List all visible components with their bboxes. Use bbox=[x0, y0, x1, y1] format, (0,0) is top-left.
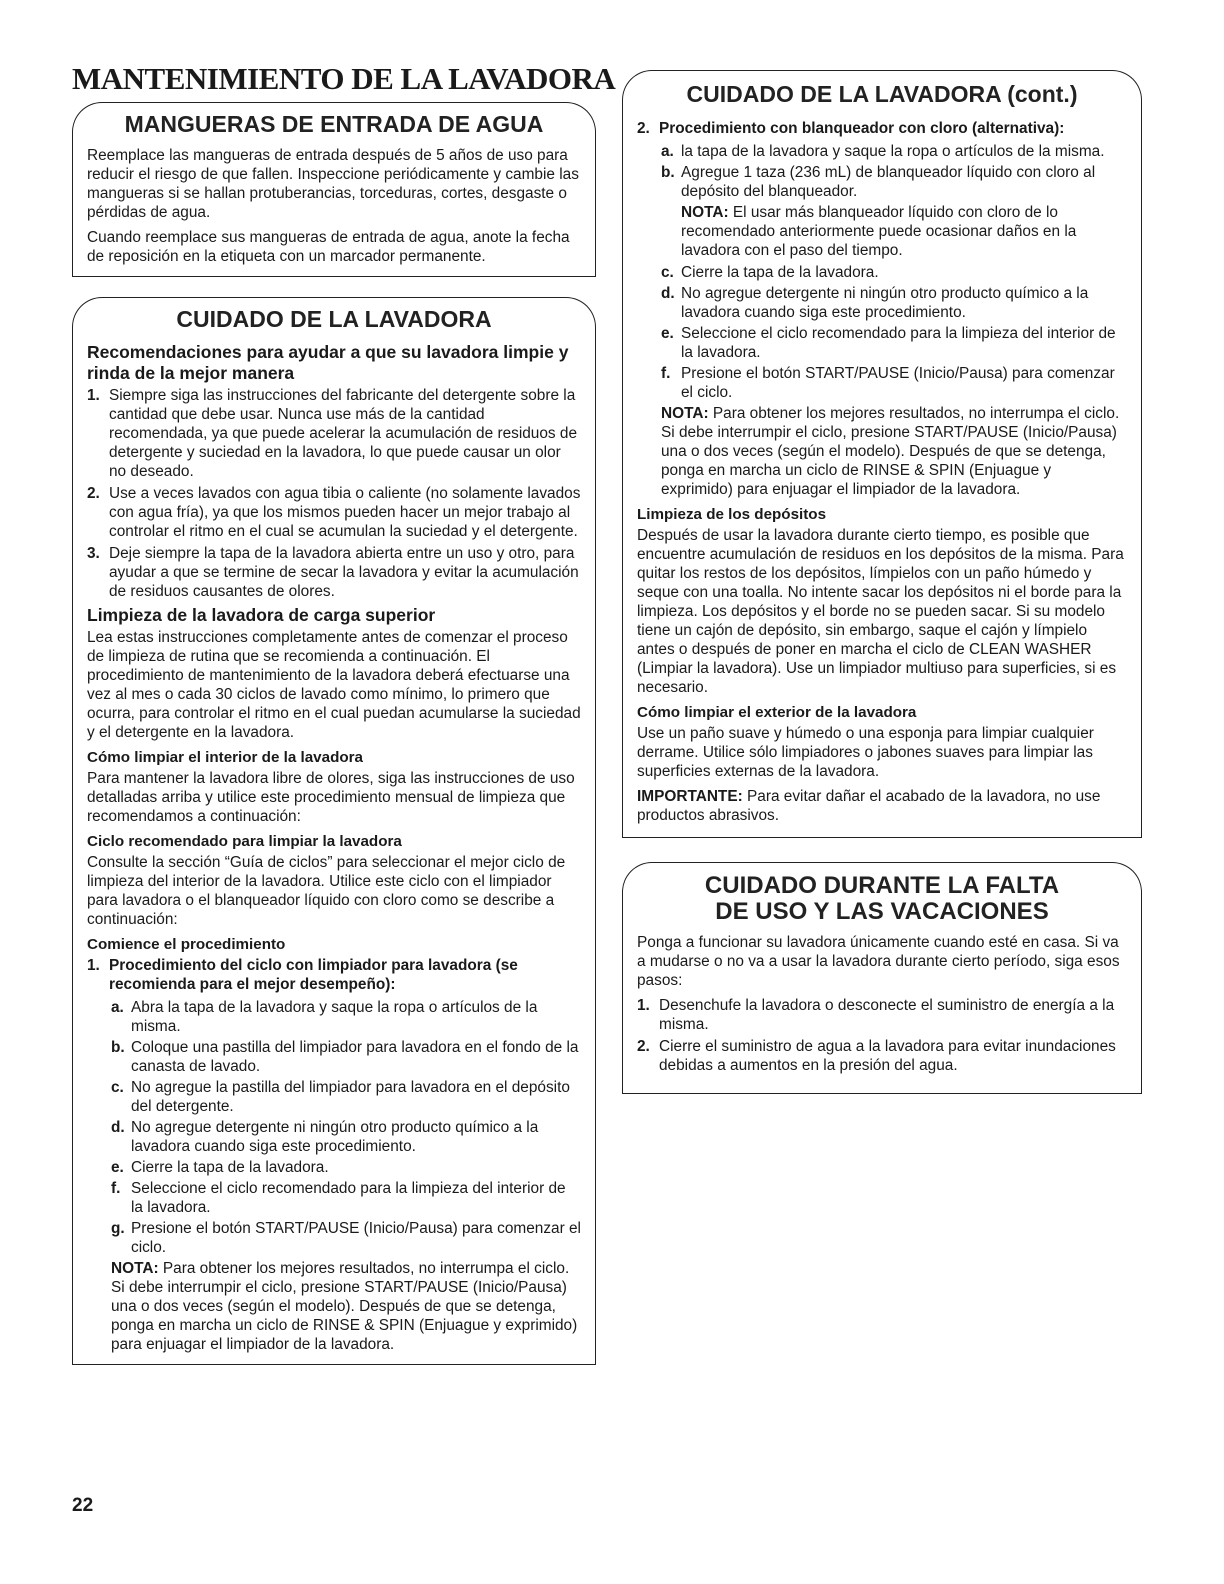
dispensers-heading: Limpieza de los depósitos bbox=[637, 506, 827, 524]
list-item: d. No agregue detergente ni ningún otro producto químico a la lavadora cuando siga este procedimiento. bbox=[111, 1118, 539, 1155]
vacation-intro: Ponga a funcionar su lavadora únicamente cuando esté en casa. Si va a mudarse o no va a usar la lavadora durante cierto período, siga esos pasos: bbox=[637, 934, 1120, 990]
vacation-section-title bbox=[622, 862, 1142, 929]
hoses-paragraph-1: Reemplace las mangueras de entrada después de 5 años de uso para reducir el riesgo de que fallen. Inspeccione periódicamente y cambie las mangueras si se hallan protuberancias, torceduras, cortes, desgaste o pérdidas de agua. bbox=[87, 146, 579, 221]
list-item: a. Abra la tapa de la lavadora y saque la ropa o artículos de la misma. bbox=[111, 998, 538, 1035]
list-item: e. Cierre la tapa de la lavadora. bbox=[111, 1158, 329, 1176]
list-item: 2. Procedimiento con blanqueador con cloro (alternativa): bbox=[637, 120, 1065, 138]
hoses-section bbox=[72, 102, 596, 276]
procedure-1-steps bbox=[111, 998, 581, 1257]
recommendations-heading: Recomendaciones para ayudar a que su lavadora limpie y rinda de la mejor manera bbox=[87, 341, 569, 383]
list-item: 1. Procedimiento del ciclo con limpiador para lavadora (se recomienda para el mejor desempeño): bbox=[87, 956, 518, 993]
list-item: 1. Desenchufe la lavadora o desconecte el suministro de energía a la misma. bbox=[637, 997, 1115, 1034]
vacation-section bbox=[622, 862, 1142, 1094]
procedure-1 bbox=[87, 956, 581, 994]
dispensers-paragraph: Después de usar la lavadora durante cierto tiempo, es posible que encuentre acumulación de residuos en los depósitos de la misma. Para quitar los restos de los depósitos, límpielos con un paño húmedo y seque con una toalla. No intente sacar los depósitos ni el borde para la limpieza. Los depósitos y el borde no se pueden sacar. Si su modelo tiene un cajón de depósito, sin embargo, saque el cajón y límpielo antes o después de poner en marcha el ciclo de CLEAN WASHER (Limpiar la lavadora). Use un limpiador multiuso para superficies, si es necesario. bbox=[637, 527, 1124, 697]
list-item: c. Cierre la tapa de la lavadora. bbox=[661, 264, 879, 282]
cycle-heading: Ciclo recomendado para limpiar la lavadora bbox=[87, 832, 402, 850]
top-load-paragraph: Lea estas instrucciones completamente antes de comenzar el proceso de limpieza de rutina que se recomienda a continuación. El procedimiento de mantenimiento de la lavadora deberá efectuarse una vez al mes o cada 30 ciclos de lavado como mínimo, lo primero que ocurra, para controlar el ritmo en el cual puedan acumularse la suciedad y el detergente en la lavadora. bbox=[87, 628, 581, 741]
care-cont-section bbox=[622, 70, 1142, 838]
cycle-paragraph: Consulte la sección “Guía de ciclos” para seleccionar el mejor ciclo de limpieza del interior de la lavadora. Utilice este ciclo con el limpiador para lavadora o el blanqueador líquido con cloro como se describe a continuación: bbox=[87, 853, 566, 928]
list-item: 2. Cierre el suministro de agua a la lavadora para evitar inundaciones debidas a aumentos en la presión del agua. bbox=[637, 1038, 1116, 1075]
procedure-2 bbox=[637, 119, 1127, 138]
list-item: a. la tapa de la lavadora y saque la ropa o artículos de la misma. bbox=[661, 143, 1105, 161]
vacation-list bbox=[637, 996, 1127, 1075]
right-column bbox=[622, 70, 1142, 1094]
list-item: 1. Siempre siga las instrucciones del fabricante del detergente sobre la cantidad que debe usar. Nunca use más de la cantidad recomendada, ya que puede acelerar la acumulación de residuos de detergente y suciedad en la lavadora, lo que puede causar un olor no deseado. bbox=[87, 386, 578, 480]
procedure-2-inner-note: NOTA: El usar más blanqueador líquido con cloro de lo recomendado anteriormente puede ocasionar daños en la lavadora con el paso del tiempo. bbox=[681, 204, 1077, 260]
list-item: b. Coloque una pastilla del limpiador para lavadora en el fondo de la canasta de lavado. bbox=[111, 1038, 579, 1075]
top-load-heading: Limpieza de la lavadora de carga superior bbox=[87, 604, 436, 625]
interior-paragraph: Para mantener la lavadora libre de olores, siga las instrucciones de uso detalladas arriba y utilice este procedimiento mensual de limpieza que recomendamos a continuación: bbox=[87, 769, 575, 825]
procedure-2-steps-continued bbox=[661, 263, 1127, 402]
recommendations-list bbox=[87, 386, 581, 601]
page-title: MANTENIMIENTO DE LA LAVADORA bbox=[72, 61, 616, 96]
list-item: d. No agregue detergente ni ningún otro producto químico a la lavadora cuando siga este procedimiento. bbox=[661, 285, 1089, 322]
important-note: IMPORTANTE: Para evitar dañar el acabado de la lavadora, no use productos abrasivos. bbox=[637, 788, 1101, 825]
start-heading: Comience el procedimiento bbox=[87, 935, 286, 953]
vacation-title-line-1: CUIDADO DURANTE LA FALTA bbox=[704, 872, 1060, 900]
procedure-2-note: NOTA: Para obtener los mejores resultados, no interrumpa el ciclo. Si debe interrumpir el ciclo, presione START/PAUSE (Inicio/Pausa) una o dos veces (según el modelo). Después de que se detenga, ponga en marcha un ciclo de RINSE & SPIN (Enjuague y exprimido) para enjuagar el limpiador de la lavadora. bbox=[661, 405, 1120, 499]
hoses-paragraph-2: Cuando reemplace sus mangueras de entrada de agua, anote la fecha de reposición en la etiqueta con un marcador permanente. bbox=[87, 228, 570, 265]
list-item: f. Presione el botón START/PAUSE (Inicio/Pausa) para comenzar el ciclo. bbox=[661, 365, 1115, 402]
exterior-paragraph: Use un paño suave y húmedo o una esponja para limpiar cualquier derrame. Utilice sólo limpiadores o jabones suaves para limpiar las superficies externas de la lavadora. bbox=[637, 725, 1094, 781]
list-item: b. Agregue 1 taza (236 mL) de blanqueador líquido con cloro al depósito del blanqueador. bbox=[661, 164, 1096, 201]
vacation-title-line-2: DE USO Y LAS VACACIONES bbox=[715, 898, 1049, 926]
hoses-section-title: MANGUERAS DE ENTRADA DE AGUA bbox=[72, 102, 596, 141]
list-item: f. Seleccione el ciclo recomendado para la limpieza del interior de la lavadora. bbox=[111, 1179, 566, 1216]
list-item: c. No agregue la pastilla del limpiador para lavadora en el depósito del detergente. bbox=[111, 1078, 570, 1115]
page-number: 22 bbox=[72, 1495, 94, 1516]
procedure-2-steps bbox=[661, 142, 1127, 201]
exterior-heading: Cómo limpiar el exterior de la lavadora bbox=[637, 704, 917, 722]
list-item: e. Seleccione el ciclo recomendado para la limpieza del interior de la lavadora. bbox=[661, 325, 1116, 362]
list-item: 3. Deje siempre la tapa de la lavadora abierta entre un uso y otro, para ayudar a que se termine de secar la lavadora y evitar la acumulación de residuos causantes de olores. bbox=[87, 544, 579, 600]
care-section-title: CUIDADO DE LA LAVADORA bbox=[72, 297, 596, 336]
procedure-1-note: NOTA: Para obtener los mejores resultados, no interrumpa el ciclo. Si debe interrumpir el ciclo, presione START/PAUSE (Inicio/Pausa) una o dos veces (según el modelo). Después de que se detenga, ponga en marcha un ciclo de RINSE & SPIN (Enjuague y exprimido) para enjuagar el limpiador de la lavadora. bbox=[111, 1259, 578, 1353]
list-item: g. Presione el botón START/PAUSE (Inicio/Pausa) para comenzar el ciclo. bbox=[111, 1219, 581, 1256]
list-item: 2. Use a veces lavados con agua tibia o caliente (no solamente lavados con agua fría), ya que los mismos pueden hacer un mejor trabajo al controlar el ritmo en el cual se acumulan la suciedad y el detergente. bbox=[87, 484, 581, 540]
left-column bbox=[72, 61, 616, 1365]
care-cont-section-title: CUIDADO DE LA LAVADORA (cont.) bbox=[622, 70, 1142, 113]
care-section bbox=[72, 297, 596, 1365]
interior-heading: Cómo limpiar el interior de la lavadora bbox=[87, 748, 363, 766]
